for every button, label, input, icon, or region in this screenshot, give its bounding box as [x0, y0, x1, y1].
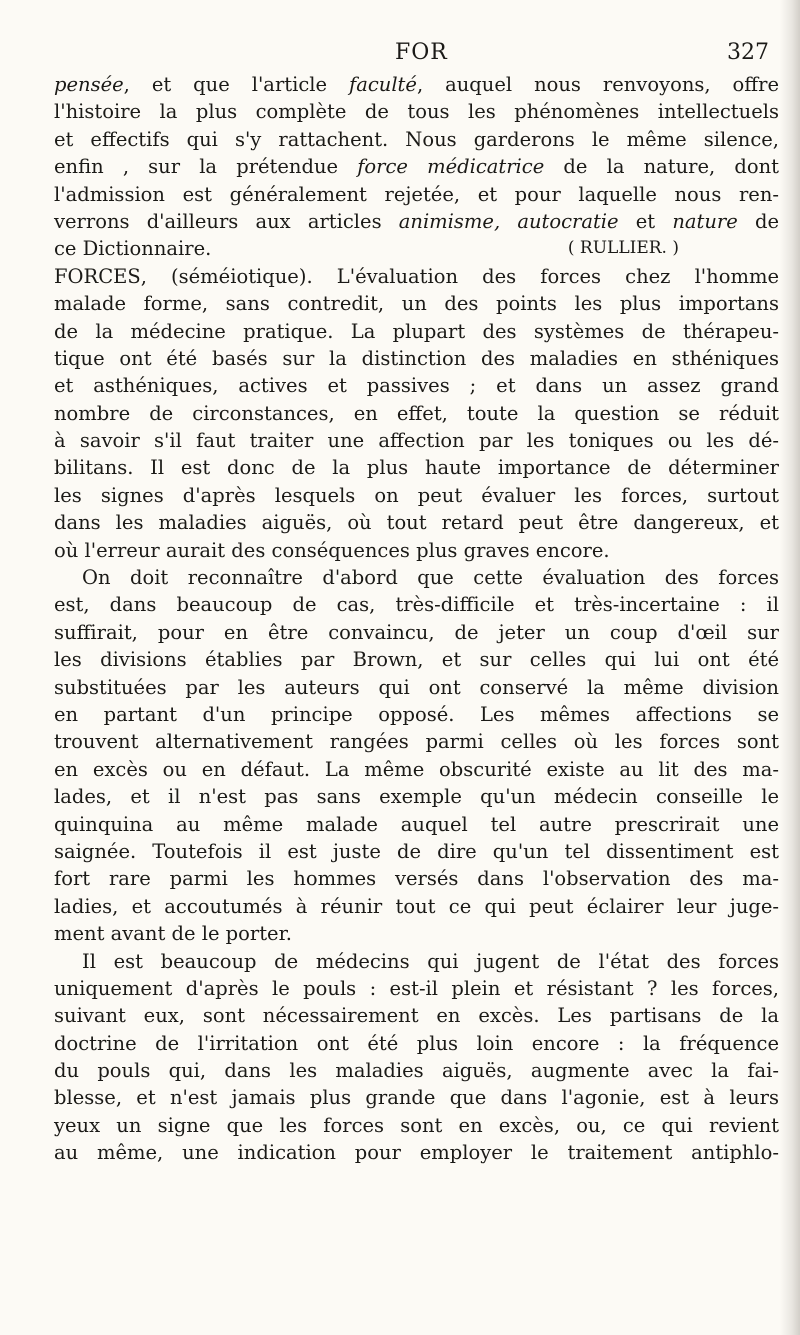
text-span: , auquel nous renvoyons, offre: [416, 73, 780, 96]
text-line: à savoir s'il faut traiter une affection par les toniques ou les dé-: [54, 429, 779, 453]
body-text: [54, 71, 779, 1167]
running-head: FOR: [395, 40, 448, 65]
text-line: en partant d'un principe opposé. Les mêmes affections se: [54, 702, 779, 726]
text-line: les signes d'après lesquels on peut évaluer les forces, surtout: [54, 483, 779, 507]
italic-term: force médicatrice: [357, 155, 545, 179]
text-line: quinquina au même malade auquel tel autre prescrirait une: [54, 812, 779, 836]
text-line: les divisions établies par Brown, et sur celles qui lui ont été: [54, 648, 779, 672]
text-span: et: [618, 209, 673, 233]
text-line: lades, et il n'est pas sans exemple qu'un médecin conseille le: [54, 785, 779, 809]
text-line: nombre de circonstances, en effet, toute la question se réduit: [54, 401, 779, 425]
text-line: doctrine de l'irritation ont été plus loin encore : la fréquence: [54, 1031, 779, 1055]
text-line: [54, 153, 779, 180]
text-line: du pouls qui, dans les maladies aiguës, augmente avec la fai-: [54, 1059, 779, 1083]
text-span: de la nature, dont: [544, 155, 780, 179]
text-line: au même, une indication pour employer le traitement antiphlo-: [54, 1141, 779, 1165]
text-line: tique ont été basés sur la distinction des maladies en sthéniques: [54, 346, 779, 370]
italic-term: nature: [672, 209, 738, 233]
text-line: ment avant de le porter.: [54, 922, 292, 946]
text-line: suffirait, pour en être convaincu, de jeter un coup d'œil sur: [54, 620, 779, 644]
text-line: ladies, et accoutumés à réunir tout ce qui peut éclairer leur juge-: [54, 894, 779, 918]
text-span: ce Dictionnaire.: [54, 237, 212, 261]
text-line: blesse, et n'est jamais plus grande que dans l'agonie, est à leurs: [54, 1086, 779, 1110]
text-span: , et que l'article: [123, 73, 349, 96]
text-line: [54, 208, 779, 235]
text-line: et asthéniques, actives et passives ; et dans un assez grand: [54, 374, 779, 398]
text-line: saignée. Toutefois il est juste de dire qu'un tel dissentiment est: [54, 839, 779, 863]
page-number: 327: [727, 40, 769, 65]
text-span: , (séméiotique). L'évaluation des forces chez l'homme: [140, 264, 779, 288]
text-line: est, dans beaucoup de cas, très-difficile et très-incertaine : il: [54, 593, 779, 617]
text-line: [54, 235, 779, 262]
italic-term: faculté: [349, 73, 417, 96]
text-line: malade forme, sans contredit, un des points les plus importans: [54, 292, 779, 316]
entry-headword: FORCES: [54, 264, 141, 288]
text-line: On doit reconnaître d'abord que cette évaluation des forces: [82, 566, 779, 590]
text-span: de: [737, 209, 779, 233]
text-span: enfin , sur la prétendue: [54, 155, 358, 179]
text-line: et effectifs qui s'y rattachent. Nous garderons le même silence,: [54, 127, 779, 151]
text-span: verrons d'ailleurs aux articles: [54, 209, 399, 233]
italic-term: animisme, autocratie: [398, 209, 619, 233]
text-line: dans les maladies aiguës, où tout retard peut être dangereux, et: [54, 511, 779, 535]
text-line: [54, 71, 779, 98]
page-header: [0, 40, 800, 70]
text-line: trouvent alternativement rangées parmi celles où les forces sont: [54, 730, 779, 754]
text-line: suivant eux, sont nécessairement en excès. Les partisans de la: [54, 1004, 779, 1028]
text-line: bilitans. Il est donc de la plus haute importance de déterminer: [54, 456, 779, 480]
text-line: l'histoire la plus complète de tous les phénomènes intellectuels: [54, 100, 779, 124]
text-line: l'admission est généralement rejetée, et pour laquelle nous ren-: [54, 182, 779, 206]
text-line: fort rare parmi les hommes versés dans l'observation des ma-: [54, 867, 779, 891]
text-line: Il est beaucoup de médecins qui jugent de l'état des forces: [82, 949, 779, 973]
text-line: en excès ou en défaut. La même obscurité existe au lit des ma-: [54, 757, 779, 781]
text-line: substituées par les auteurs qui ont conservé la même division: [54, 675, 779, 699]
author-signature: ( RULLIER. ): [567, 238, 679, 259]
text-line: [54, 263, 779, 290]
page-edge-shadow: [780, 0, 800, 1335]
text-line: uniquement d'après le pouls : est-il plein et résistant ? les forces,: [54, 976, 779, 1000]
text-line: yeux un signe que les forces sont en excès, ou, ce qui revient: [54, 1113, 779, 1137]
text-line: de la médecine pratique. La plupart des systèmes de thérapeu-: [54, 319, 779, 343]
italic-term: pensée: [54, 73, 124, 96]
text-line: où l'erreur aurait des conséquences plus graves encore.: [54, 538, 610, 562]
